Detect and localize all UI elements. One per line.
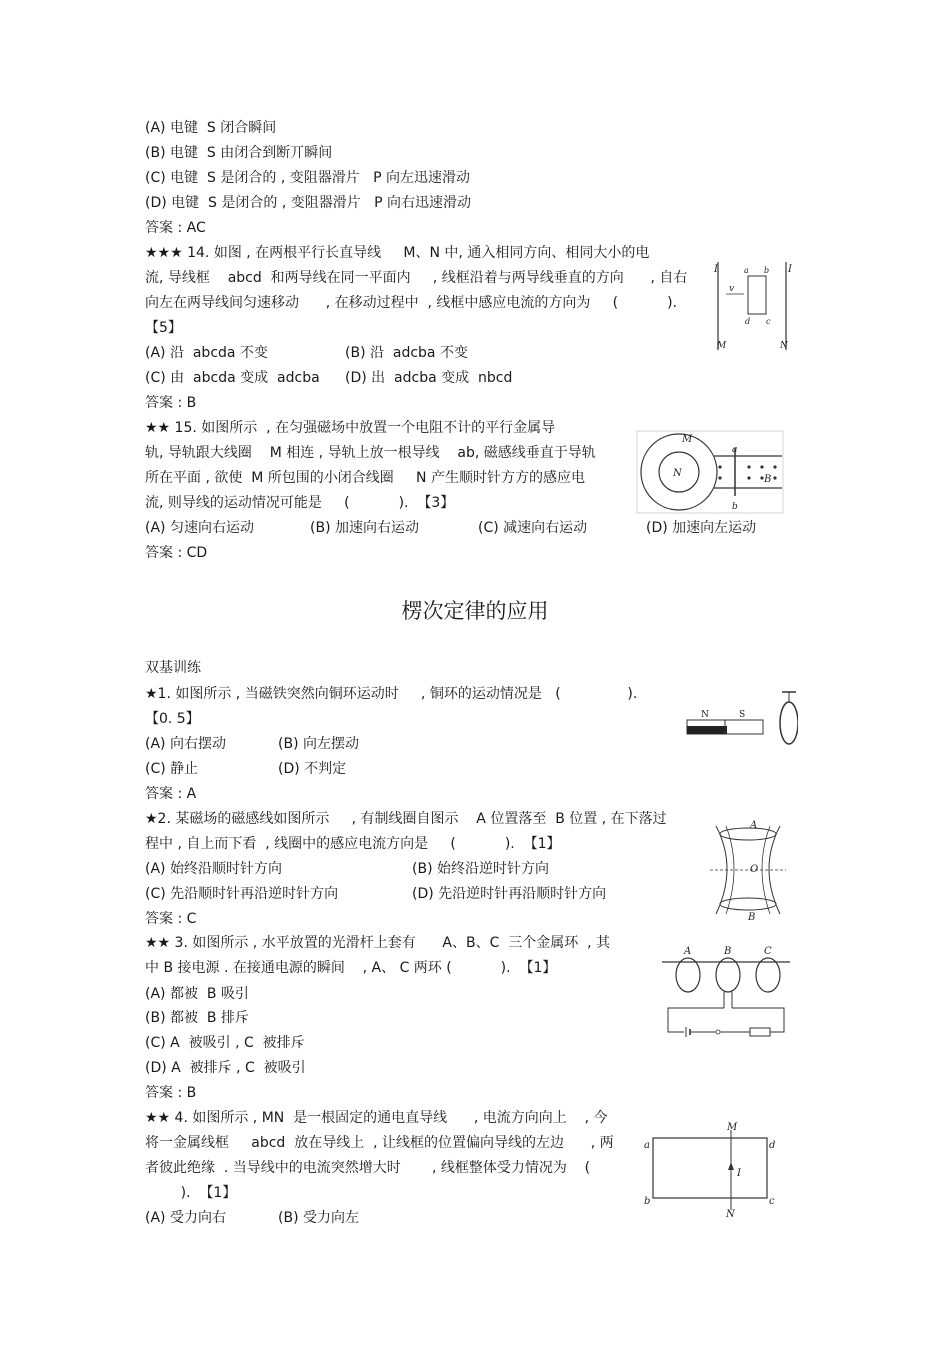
question-text: 程中 , 自上而下看 , 线圈中的感应电流方向是 ( ). 【1】 <box>145 836 561 852</box>
label-n: N <box>701 710 709 720</box>
question-points: 【5】 <box>145 320 182 336</box>
question-text: ★★ 4. 如图所示 , MN 是一根固定的通电直导线 , 电流方向向上 , 今 <box>145 1110 608 1126</box>
option-line: (D) 电键 S 是闭合的 , 变阻器滑片 P 向右迅速滑动 <box>145 195 471 211</box>
q15-figure <box>636 430 784 514</box>
answer-line: 答案 : CD <box>145 545 208 561</box>
question-text: 轨, 导轨跟大线圈 M 相连 , 导轨上放一根导线 ab, 磁感线垂直于导轨 <box>145 445 596 461</box>
q14-figure <box>712 258 792 352</box>
option-c: (C) A 被吸引 , C 被排斥 <box>145 1035 305 1051</box>
label-b: B <box>724 946 732 957</box>
option-b: (B) 向左摆动 <box>278 736 359 752</box>
question-text: 所在平面 , 欲使 M 所包围的小闭合线圈 N 产生顺时针方方的感应电 <box>145 470 585 486</box>
option-b: (B) 受力向左 <box>278 1210 359 1226</box>
answer-line: 答案 : C <box>145 911 197 927</box>
option-b: (B) 都被 B 排斥 <box>145 1010 249 1026</box>
label-m: M <box>717 341 727 351</box>
question-text: 者彼此绝缘 . 当导线中的电流突然增大时 , 线框整体受力情况为 ( <box>145 1160 591 1176</box>
question-text: 向左在两导线间匀速移动 , 在移动过程中 , 线框中感应电流的方向为 ( ). <box>145 295 677 311</box>
q3-figure <box>658 942 794 1044</box>
label-n: N <box>726 1209 735 1218</box>
label-a: a <box>644 1140 650 1151</box>
q2-figure <box>708 818 788 922</box>
section-title: 楞次定律的应用 <box>401 599 549 623</box>
question-text: ★★ 15. 如图所示 , 在匀强磁场中放置一个电阻不计的平行金属导 <box>145 420 556 436</box>
option-line: (A) 电键 S 闭合瞬间 <box>145 120 277 136</box>
question-text: 中 B 接电源 . 在接通电源的瞬间 , A、 C 两环 ( ). 【1】 <box>145 960 557 976</box>
label-field-b: B <box>764 474 772 485</box>
label-i-right: I <box>788 264 792 275</box>
label-b: b <box>644 1196 651 1207</box>
option-d: (D) 加速向左运动 <box>646 520 757 536</box>
label-c: C <box>764 946 772 957</box>
option-a: (A) 匀速向右运动 <box>145 520 254 536</box>
option-line: (B) 电键 S 由闭合到断丌瞬间 <box>145 145 333 161</box>
answer-line: 答案 : AC <box>145 220 206 236</box>
option-d: (D) 不判定 <box>278 761 347 777</box>
option-b: (B) 沿 adcba 不变 <box>345 345 468 361</box>
option-a: (A) 都被 B 吸引 <box>145 986 249 1002</box>
option-c: (C) 由 abcda 变成 adcba <box>145 370 320 386</box>
question-text: 流, 导线框 abcd 和两导线在同一平面内 , 线框沿着与两导线垂直的方向 , 自右 <box>145 270 688 286</box>
label-d: d <box>745 317 751 326</box>
question-text: ★★ 3. 如图所示 , 水平放置的光滑杆上套有 A、B、C 三个金属环 , 其 <box>145 935 611 951</box>
option-a: (A) 受力向右 <box>145 1210 226 1226</box>
option-b: (B) 加速向右运动 <box>310 520 419 536</box>
label-m: M <box>727 1122 738 1133</box>
label-b: B <box>748 912 756 922</box>
answer-line: 答案 : B <box>145 395 197 411</box>
label-o: O <box>750 864 759 875</box>
label-a: a <box>744 266 749 275</box>
label-a: A <box>684 946 692 957</box>
option-c: (C) 静止 <box>145 761 199 777</box>
q1-figure <box>684 688 798 748</box>
option-a: (A) 沿 abcda 不变 <box>145 345 268 361</box>
option-a: (A) 始终沿顺时针方向 <box>145 861 282 877</box>
option-line: (C) 电键 S 是闭合的 , 变阻器滑片 P 向左迅速滑动 <box>145 170 470 186</box>
label-a: A <box>750 820 758 831</box>
option-b: (B) 始终沿逆时针方向 <box>412 861 549 877</box>
label-s: S <box>739 710 746 720</box>
label-v: v <box>729 284 735 294</box>
subtitle: 双基训练 <box>145 660 201 676</box>
question-points: 【0. 5】 <box>145 711 200 727</box>
label-d: d <box>769 1140 776 1151</box>
question-text: 将一金属线框 abcd 放在导线上 , 让线框的位置偏向导线的左边 , 两 <box>145 1135 614 1151</box>
question-text: ★★★ 14. 如图 , 在两根平行长直导线 M、N 中, 通入相同方向、相同大小的电 <box>145 245 650 261</box>
option-a: (A) 向右摆动 <box>145 736 226 752</box>
label-i-left: I <box>714 264 718 275</box>
label-b: b <box>764 266 770 275</box>
label-c: c <box>769 1196 775 1207</box>
label-c: c <box>766 317 771 326</box>
option-d: (D) 出 adcba 变成 nbcd <box>345 370 513 386</box>
q4-figure <box>642 1118 780 1218</box>
label-n: N <box>673 468 682 479</box>
option-d: (D) 先沿逆时针再沿顺时针方向 <box>412 886 607 902</box>
question-points: ). 【1】 <box>145 1185 237 1201</box>
option-c: (C) 减速向右运动 <box>478 520 588 536</box>
label-n: N <box>780 341 788 351</box>
question-text: ★2. 某磁场的磁感线如图所示 , 有制线圈自图示 A 位置落至 B 位置 , 在下落过 <box>145 811 667 827</box>
answer-line: 答案 : A <box>145 786 197 802</box>
label-b: b <box>732 502 738 512</box>
answer-line: 答案 : B <box>145 1085 197 1101</box>
label-a: a <box>732 445 738 455</box>
label-m: M <box>682 434 693 445</box>
label-i: I <box>737 1168 741 1179</box>
option-c: (C) 先沿顺时针再沿逆时针方向 <box>145 886 339 902</box>
question-text: 流, 则导线的运动情况可能是 ( ). 【3】 <box>145 495 455 511</box>
question-text: ★1. 如图所示 , 当磁铁突然向铜环运动时 , 铜环的运动情况是 ( ). <box>145 686 638 702</box>
option-d: (D) A 被排斥 , C 被吸引 <box>145 1060 306 1076</box>
